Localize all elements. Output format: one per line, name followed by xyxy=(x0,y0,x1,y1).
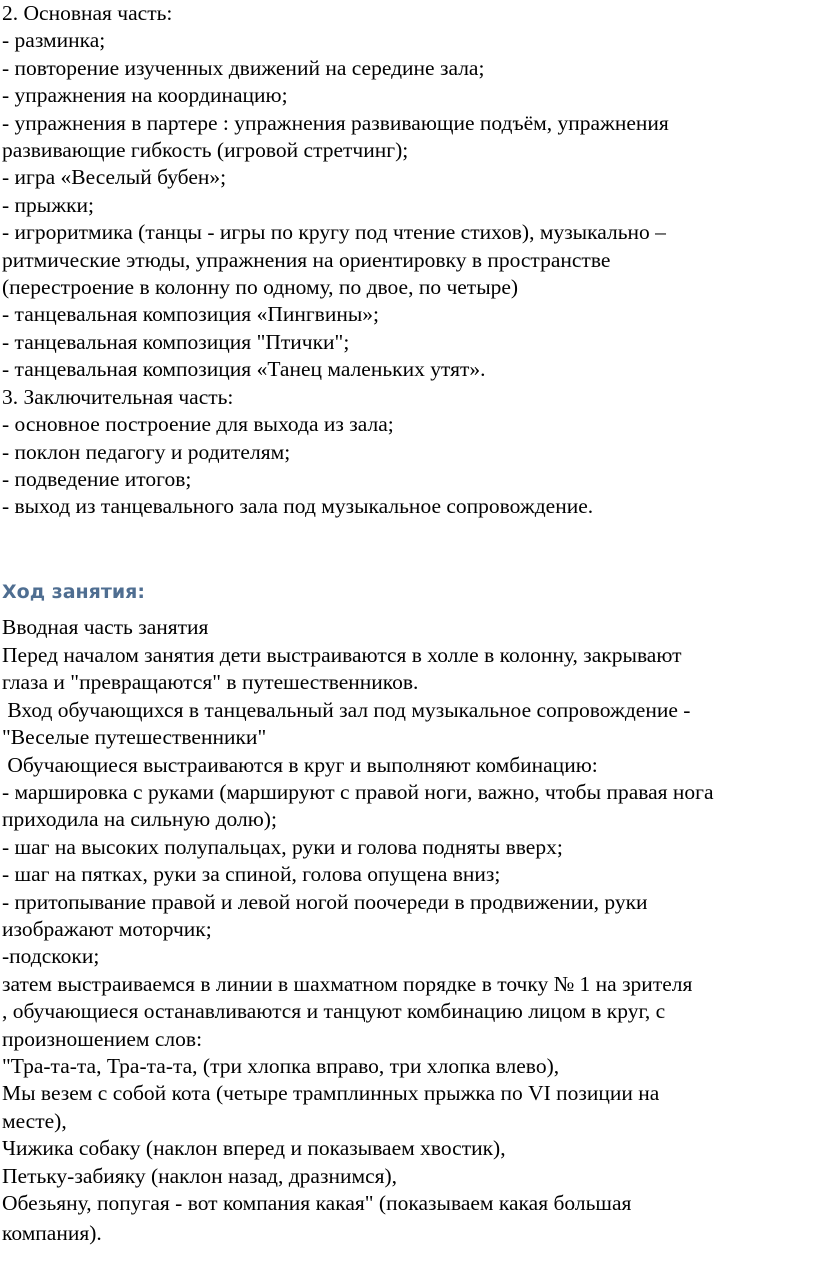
paragraph-line: Обучающиеся выстраиваются в круг и выполняют комбинацию: xyxy=(2,752,598,777)
paragraph-line: Перед началом занятия дети выстраиваются в холле в колонну, закрывают xyxy=(2,642,682,667)
verse-line: Обезьяну, попугая - вот компания какая" (показываем какая большая xyxy=(2,1191,632,1216)
list-item: - повторение изученных движений на середине зала; xyxy=(2,55,485,80)
verse-line: "Тра-та-та, Тра-та-та, (три хлопка вправо, три хлопка влево), xyxy=(2,1053,560,1078)
list-item: - упражнения на координацию; xyxy=(2,83,288,108)
lesson-progress-heading: Ход занятия: xyxy=(2,581,145,604)
list-item: - разминка; xyxy=(2,28,106,53)
list-item: - шаг на пятках, руки за спиной, голова опущена вниз; xyxy=(2,862,501,887)
list-item: - маршировка с руками (маршируют с правой ноги, важно, чтобы правая нога xyxy=(2,779,714,804)
list-item: - подведение итогов; xyxy=(2,466,192,491)
verse-line: Петьку-забияку (наклон назад, дразнимся), xyxy=(2,1163,398,1188)
list-item: - прыжки; xyxy=(2,192,95,217)
list-item: - танцевальная композиция "Птички"; xyxy=(2,329,350,354)
verse-line: Чижика собаку (наклон вперед и показываем хвостик), xyxy=(2,1136,506,1161)
list-item: -подскоки; xyxy=(2,944,100,969)
verse-line-continuation: месте), xyxy=(2,1108,67,1133)
document-page xyxy=(2,0,808,1248)
list-item: - выход из танцевального зала под музыкальное сопровождение. xyxy=(2,494,594,519)
list-item-continuation: развивающие гибкость (игровой стретчинг); xyxy=(2,138,409,163)
paragraph-line: , обучающиеся останавливаются и танцуют комбинацию лицом в круг, с xyxy=(2,999,666,1024)
main-part-title: 2. Основная часть: xyxy=(2,1,173,25)
verse-line-continuation: компания). xyxy=(2,1221,102,1246)
paragraph-line: "Веселые путешественники" xyxy=(2,725,267,750)
list-item: - игроритмика (танцы - игры по кругу под чтение стихов), музыкально – xyxy=(2,220,666,245)
paragraph-line: Вводная часть занятия xyxy=(2,615,209,640)
list-item: - упражнения в партере : упражнения развивающие подъём, упражнения xyxy=(2,110,669,135)
list-item: - танцевальная композиция «Танец маленьких утят». xyxy=(2,357,486,382)
list-item: - поклон педагогу и родителям; xyxy=(2,439,291,464)
list-item-continuation: изображают моторчик; xyxy=(2,916,212,941)
final-part-title: 3. Заключительная часть: xyxy=(2,384,234,409)
verse-line: Мы везем с собой кота (четыре трамплинных прыжка по VI позиции на xyxy=(2,1081,660,1106)
list-item-continuation: ритмические этюды, упражнения на ориентировку в пространстве xyxy=(2,247,611,272)
paragraph-line: Вход обучающихся в танцевальный зал под музыкальное сопровождение - xyxy=(2,697,691,722)
list-item: - шаг на высоких полупальцах, руки и голова подняты вверх; xyxy=(2,834,563,859)
list-item: - игра «Веселый бубен»; xyxy=(2,165,227,190)
paragraph-line: произношением слов: xyxy=(2,1026,203,1051)
main-part-section xyxy=(2,0,808,521)
list-item-continuation: (перестроение в колонну по одному, по двое, по четыре) xyxy=(2,275,519,300)
section-spacer xyxy=(2,521,808,565)
paragraph-line: глаза и "превращаются" в путешественников. xyxy=(2,670,419,695)
list-item: - притопывание правой и левой ногой поочереди в продвижении, руки xyxy=(2,889,648,914)
list-item: - танцевальная композиция «Пингвины»; xyxy=(2,302,380,327)
list-item-continuation: приходила на сильную долю); xyxy=(2,807,277,832)
list-item: - основное построение для выхода из зала; xyxy=(2,412,394,437)
lesson-progress-section xyxy=(2,614,808,1247)
paragraph-line: затем выстраиваемся в линии в шахматном порядке в точку № 1 на зрителя xyxy=(2,971,693,996)
